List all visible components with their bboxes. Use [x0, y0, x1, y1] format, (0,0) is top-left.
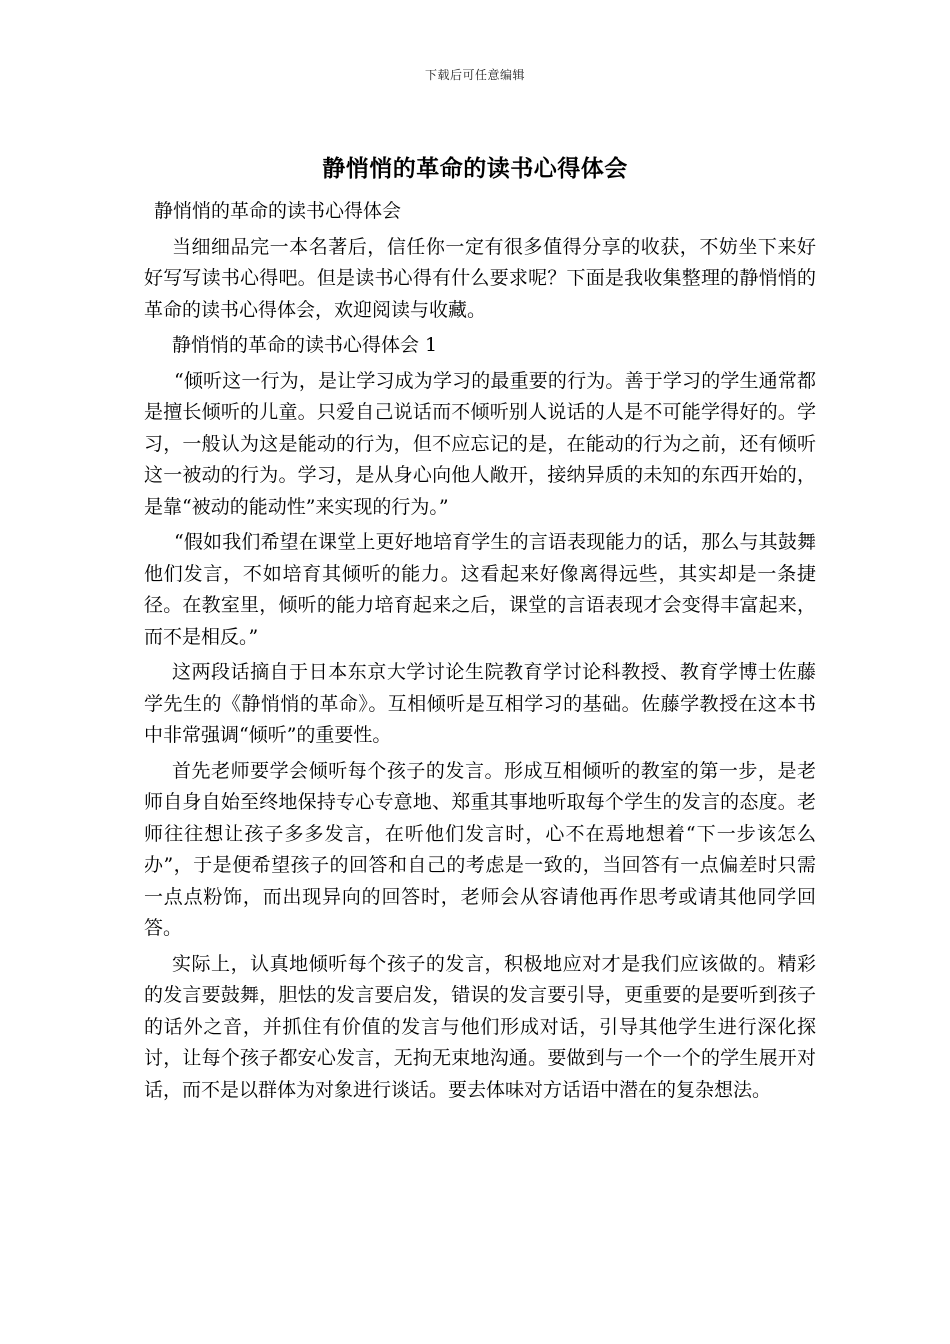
paragraph-source: 这两段话摘自于日本东京大学讨论生院教育学讨论科教授、教育学博士佐藤学先生的《静悄悄的革命》。互相倾听是互相学习的基础。佐藤学教授在这本书中非常强调“倾听”的重要性。: [144, 661, 816, 746]
paragraph-quote-1: “倾听这一行为，是让学习成为学习的最重要的行为。善于学习的学生通常都是擅长倾听的儿童。只爱自己说话而不倾听别人说话的人是不可能学得好的。学习，一般认为这是能动的行为，但不应忘记的是，在能动的行为之前，还有倾听这一被动的行为。学习，是从身心向他人敞开，接纳异质的未知的东西开始的，是靠“被动的能动性”来实现的行为。”: [144, 369, 816, 518]
paragraph-quote-2: “假如我们希望在课堂上更好地培育学生的言语表现能力的话，那么与其鼓舞他们发言，不如培育其倾听的能力。这看起来好像离得远些，其实却是一条捷径。在教室里，倾听的能力培育起来之后，课堂的言语表现才会变得丰富起来，而不是相反。”: [144, 531, 816, 648]
document-subtitle: 静悄悄的革命的读书心得体会: [154, 200, 402, 222]
paragraph-intro: 当细细品完一本名著后，信任你一定有很多值得分享的收获，不妨坐下来好好写写读书心得吧。但是读书心得有什么要求呢？下面是我收集整理的静悄悄的革命的读书心得体会，欢迎阅读与收藏。: [144, 235, 816, 321]
paragraph-teacher-listening: 首先老师要学会倾听每个孩子的发言。形成互相倾听的教室的第一步，是老师自身自始至终地保持专心专意地、郑重其事地听取每个学生的发言的态度。老师往往想让孩子多多发言，在听他们发言时，心不在焉地想着“下一步该怎么办”，于是便希望孩子的回答和自己的考虑是一致的，当回答有一点偏差时只需一点点粉饰，而出现异向的回答时，老师会从容请他再作思考或请其他同学回答。: [144, 759, 816, 939]
paragraph-practice: 实际上，认真地倾听每个孩子的发言，积极地应对才是我们应该做的。精彩的发言要鼓舞，胆怯的发言要启发，错误的发言要引导，更重要的是要听到孩子的话外之音，并抓住有价值的发言与他们形成对话，引导其他学生进行深化探讨，让每个孩子都安心发言，无拘无束地沟通。要做到与一个一个的学生展开对话，而不是以群体为对象进行谈话。要去体味对方话语中潜在的复杂想法。: [144, 952, 816, 1101]
header-note: 下载后可任意编辑: [424, 68, 525, 82]
section-heading: 静悄悄的革命的读书心得体会 1: [172, 334, 438, 356]
document-body: [144, 196, 816, 1110]
document-title: 静悄悄的革命的读书心得体会: [322, 155, 628, 182]
